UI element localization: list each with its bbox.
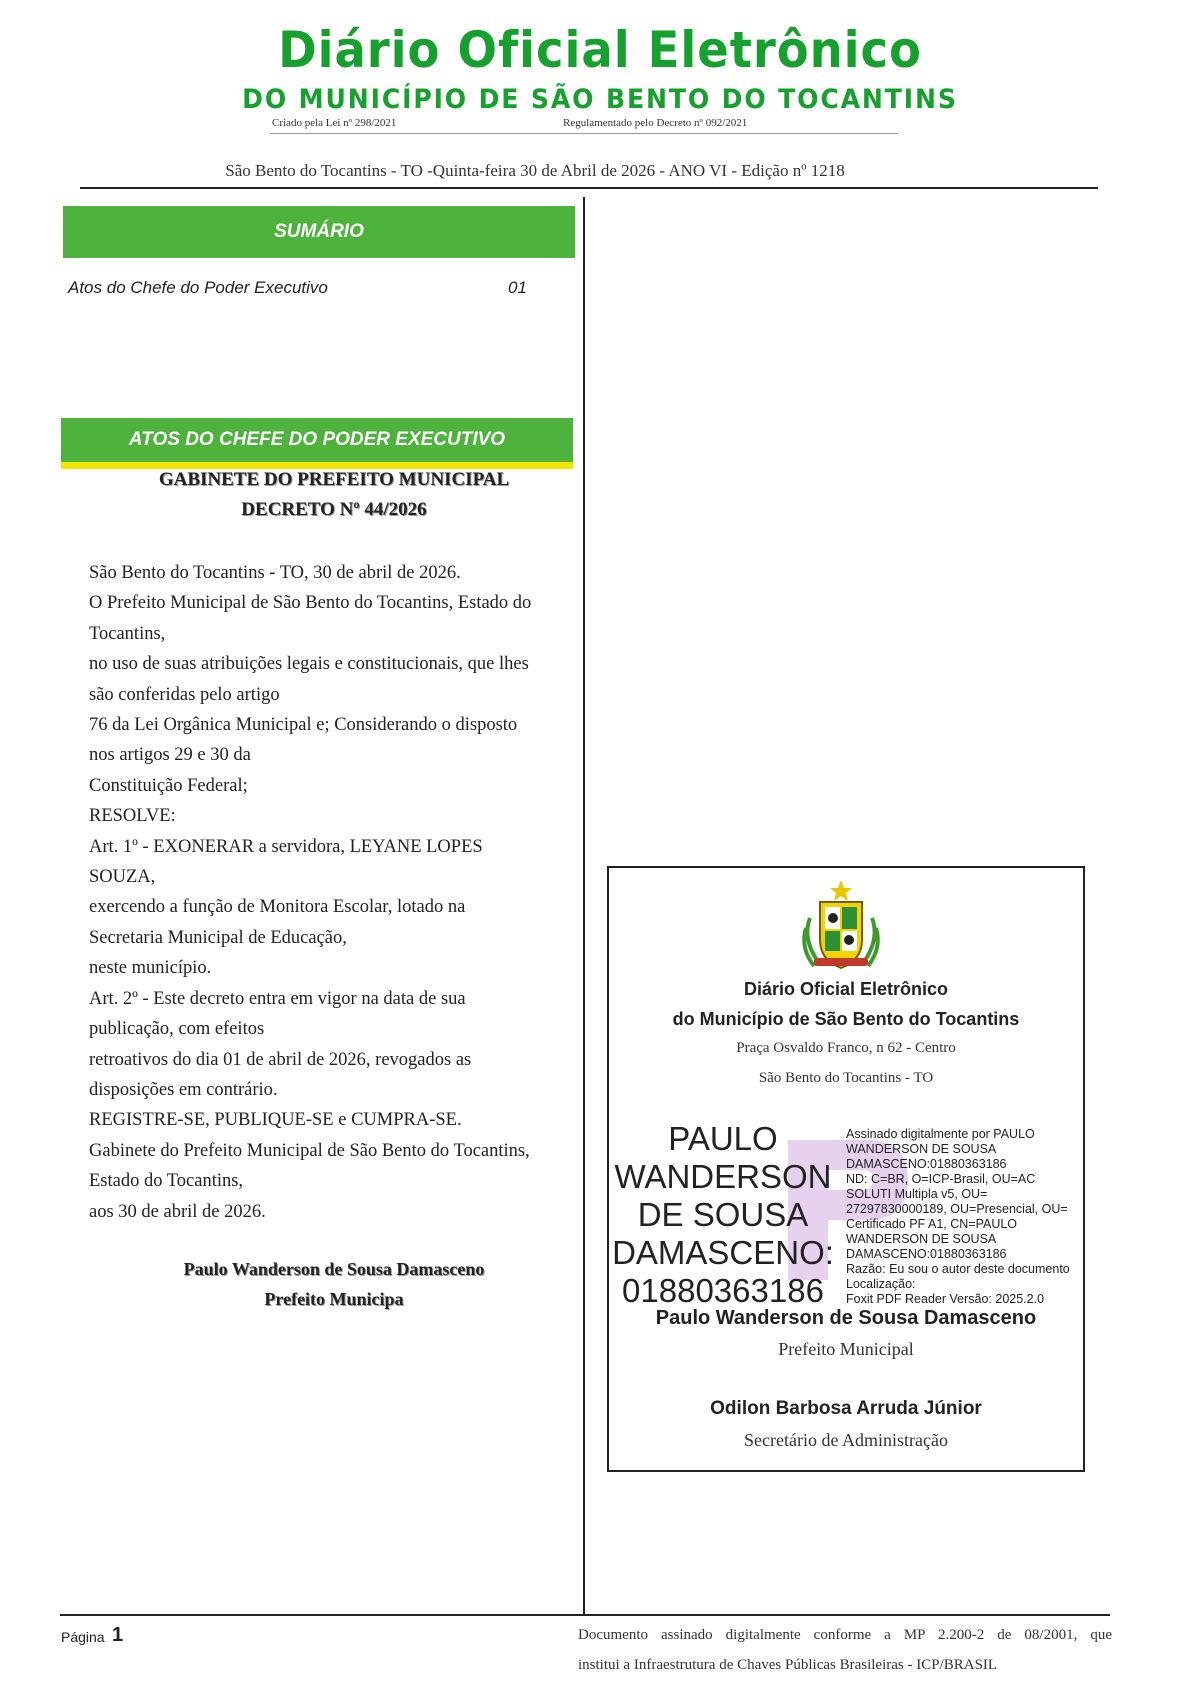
footer-divider (60, 1614, 1110, 1616)
decree-line: publicação, com efeitos (89, 1019, 265, 1040)
signature-detail-line: WANDERSON DE SOUSA (846, 1142, 997, 1156)
decree-line: disposições em contrário. (89, 1079, 278, 1100)
digital-signature-name (608, 1120, 838, 1310)
box-signatory-1-role: Prefeito Municipal (778, 1339, 914, 1359)
signature-name-line: DAMASCENO: (612, 1234, 834, 1271)
signature-name-line: DE SOUSA (637, 1196, 809, 1233)
section-underline (61, 462, 573, 469)
signer-name: Paulo Wanderson de Sousa Damasceno (183, 1259, 485, 1279)
page-label: Página (61, 1629, 105, 1645)
signature-detail-line: DAMASCENO:01880363186 (846, 1247, 1007, 1261)
decree-line: 76 da Lei Orgânica Municipal e; Considerando o disposto (89, 715, 518, 736)
footer-note-1: Documento assinado digitalmente conforme a MP 2.200-2 de 08/2001, que (578, 1627, 1112, 1643)
sumario-heading: SUMÁRIO (63, 206, 575, 258)
box-title-1: Diário Oficial Eletrônico (743, 979, 949, 999)
decree-line: Constituição Federal; (89, 775, 248, 796)
signature-detail-line: SOLUTI Multipla v5, OU= (846, 1187, 988, 1201)
signature-detail-line: Razão: Eu sou o autor deste documento (846, 1262, 1070, 1276)
signature-name-line: 01880363186 (622, 1272, 824, 1309)
decree-body (89, 558, 589, 1227)
decree-line: Gabinete do Prefeito Municipal de São Bento do Tocantins, (89, 1140, 530, 1161)
section-heading: ATOS DO CHEFE DO PODER EXECUTIVO (61, 418, 573, 462)
signature-detail-line: WANDERSON DE SOUSA (846, 1232, 997, 1246)
decree-line: no uso de suas atribuições legais e constitucionais, que lhes (89, 654, 529, 675)
signature-detail-line: 27297830000189, OU=Presencial, OU= (846, 1202, 1068, 1216)
decree-line: são conferidas pelo artigo (89, 684, 280, 705)
box-signatory-1-name: Paulo Wanderson de Sousa Damasceno (655, 1307, 1037, 1329)
decree-line: Art. 1º - EXONERAR a servidora, LEYANE LOPES (89, 836, 483, 857)
decree-line: REGISTRE-SE, PUBLIQUE-SE e CUMPRA-SE. (89, 1110, 462, 1131)
signature-detail-line: Localização: (846, 1277, 916, 1291)
signer-title: Prefeito Municipa (264, 1289, 404, 1309)
decree-line: exercendo a função de Monitora Escolar, lotado na (89, 897, 466, 918)
decree-number: DECRETO Nº 44/2026 (241, 499, 427, 520)
signature-detail-line: ND: C=BR, O=ICP-Brasil, OU=AC (846, 1172, 1036, 1186)
decree-line: Estado do Tocantins, (89, 1171, 244, 1192)
decree-line: nos artigos 29 e 30 da (89, 745, 251, 766)
digital-signature-details (846, 1127, 1086, 1307)
decree-line: O Prefeito Municipal de São Bento do Tocantins, Estado do (89, 593, 532, 614)
signature-name-line: WANDERSON (614, 1158, 832, 1195)
top-divider (80, 187, 1098, 189)
box-signatory-2-name: Odilon Barbosa Arruda Júnior (710, 1398, 982, 1419)
law-note: Criado pela Lei nº 298/2021 (272, 117, 397, 129)
decree-line: RESOLVE: (89, 806, 176, 827)
signature-detail-line: Certificado PF A1, CN=PAULO (846, 1217, 1018, 1231)
box-address-1: Praça Osvaldo Franco, n 62 - Centro (736, 1040, 956, 1056)
box-signatory-2-role: Secretário de Administração (744, 1430, 948, 1450)
signature-detail-line: Foxit PDF Reader Versão: 2025.2.0 (846, 1292, 1045, 1306)
decree-line: Art. 2º - Este decreto entra em vigor na data de sua (89, 988, 466, 1009)
masthead-subtitle: DO MUNICÍPIO DE SÃO BENTO DO TOCANTINS (242, 84, 958, 115)
decree-line: SOUZA, (89, 867, 156, 888)
office-heading: GABINETE DO PREFEITO MUNICIPAL (158, 469, 510, 490)
sumario-item-label[interactable]: Atos do Chefe do Poder Executivo (68, 278, 328, 297)
dateline: São Bento do Tocantins - TO -Quinta-feira 30 de Abril de 2026 - ANO VI - Edição nº 1218 (225, 161, 845, 180)
signature-detail-line: Assinado digitalmente por PAULO (846, 1127, 1035, 1141)
signature-detail-line: DAMASCENO:01880363186 (846, 1157, 1007, 1171)
decree-line: neste município. (89, 958, 212, 979)
box-address-2: São Bento do Tocantins - TO (758, 1070, 934, 1086)
coat-of-arms-icon (796, 878, 886, 974)
decree-line: Tocantins, (89, 623, 166, 644)
box-title-2: do Município de São Bento do Tocantins (672, 1009, 1020, 1029)
page-number: 1 (112, 1624, 124, 1646)
footer-note-2: institui a Infraestrutura de Chaves Públicas Brasileiras - ICP/BRASIL (578, 1657, 998, 1673)
decree-line: aos 30 de abril de 2026. (89, 1201, 266, 1222)
sumario-item-page: 01 (508, 278, 527, 297)
masthead-title: Diário Oficial Eletrônico (278, 21, 922, 79)
signature-name-line: PAULO (668, 1120, 778, 1157)
decree-note: Regulamentado pelo Decreto nº 092/2021 (563, 117, 748, 129)
decree-line: São Bento do Tocantins - TO, 30 de abril de 2026. (89, 563, 461, 583)
decree-line: retroativos do dia 01 de abril de 2026, revogados as (89, 1049, 472, 1070)
masthead-rule (270, 133, 898, 134)
decree-line: Secretaria Municipal de Educação, (89, 927, 347, 948)
